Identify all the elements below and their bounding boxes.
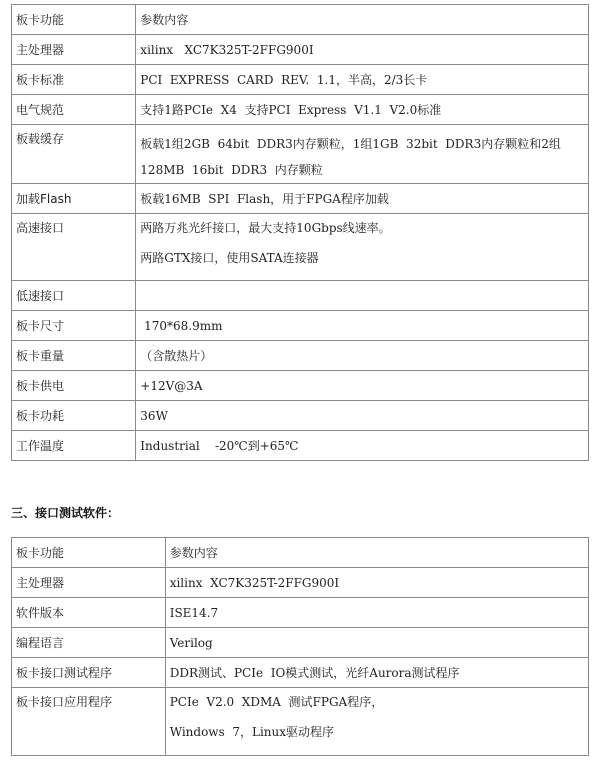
- spec-label: 板卡标准: [12, 65, 136, 95]
- sw-value: DDR测试、PCIe IO模式测试，光纤Aurora测试程序: [165, 658, 588, 688]
- table-row: [12, 658, 589, 688]
- spec-value-line: 128MB 16bit DDR3 内存颗粒: [140, 163, 323, 177]
- spec-value-line: 两路GTX接口，使用SATA连接器: [140, 251, 319, 265]
- spec-value: 支持1路PCIe X4 支持PCI Express V1.1 V2.0标准: [136, 95, 589, 125]
- table-row: [12, 281, 589, 311]
- section-heading: 三、接口测试软件：: [11, 506, 120, 520]
- spec-value: [136, 214, 589, 281]
- table-row: [12, 125, 589, 184]
- sw-value: ISE14.7: [165, 598, 588, 628]
- table-row: [12, 184, 589, 214]
- table-row: [12, 401, 589, 431]
- table-row: [12, 538, 589, 568]
- spec-label: 板卡重量: [12, 341, 136, 371]
- spec-value: [136, 125, 589, 184]
- spec-label: 板卡功能: [12, 5, 136, 35]
- spec-label: 电气规范: [12, 95, 136, 125]
- spec-value: xilinx XC7K325T-2FFG900I: [136, 35, 589, 65]
- sw-value-line: PCIe V2.0 XDMA 测试FPGA程序，: [169, 695, 384, 709]
- sw-value: xilinx XC7K325T-2FFG900I: [165, 568, 588, 598]
- sw-label: 板卡接口测试程序: [12, 658, 166, 688]
- table-row: [12, 5, 589, 35]
- spec-value: 170*68.9mm: [136, 311, 589, 341]
- sw-label: 编程语言: [12, 628, 166, 658]
- spec-label: 高速接口: [12, 214, 136, 281]
- spec-value: Industrial -20℃到+65℃: [136, 431, 589, 461]
- spec-label: 加载Flash: [12, 184, 136, 214]
- sw-value: 参数内容: [165, 538, 588, 568]
- spec-value: +12V@3A: [136, 371, 589, 401]
- spec-value: 36W: [136, 401, 589, 431]
- spec-value: [136, 281, 589, 311]
- spec-value-line: 两路万兆光纤接口，最大支持10Gbps线速率。: [140, 221, 391, 235]
- table-row: [12, 214, 589, 281]
- table-row: [12, 341, 589, 371]
- sw-label: 板卡接口应用程序: [12, 688, 166, 756]
- spec-label: 板卡尺寸: [12, 311, 136, 341]
- sw-label: 主处理器: [12, 568, 166, 598]
- spec-label: 低速接口: [12, 281, 136, 311]
- spec-value: 板载16MB SPI Flash，用于FPGA程序加载: [136, 184, 589, 214]
- test-software-table: [11, 537, 589, 756]
- table-row: [12, 65, 589, 95]
- sw-value: [165, 688, 588, 756]
- table-row: [12, 688, 589, 756]
- sw-label: 板卡功能: [12, 538, 166, 568]
- table-row: [12, 371, 589, 401]
- table-row: [12, 598, 589, 628]
- spec-label: 主处理器: [12, 35, 136, 65]
- spec-value: （含散热片）: [136, 341, 589, 371]
- table-row: [12, 311, 589, 341]
- sw-value: Verilog: [165, 628, 588, 658]
- table-row: [12, 431, 589, 461]
- table-row: [12, 95, 589, 125]
- board-spec-table: [11, 4, 589, 461]
- table-row: [12, 568, 589, 598]
- spec-label: 板卡功耗: [12, 401, 136, 431]
- spec-label: 工作温度: [12, 431, 136, 461]
- sw-label: 软件版本: [12, 598, 166, 628]
- table-row: [12, 35, 589, 65]
- spec-label: 板卡供电: [12, 371, 136, 401]
- sw-value-line: Windows 7，Linux驱动程序: [169, 725, 335, 739]
- spec-value-line: 板载1组2GB 64bit DDR3内存颗粒，1组1GB 32bit DDR3内存颗粒和2组: [140, 137, 561, 151]
- spec-value: 参数内容: [136, 5, 589, 35]
- table-row: [12, 628, 589, 658]
- spec-value: PCI EXPRESS CARD REV. 1.1，半高，2/3长卡: [136, 65, 589, 95]
- spec-label: 板载缓存: [12, 125, 136, 184]
